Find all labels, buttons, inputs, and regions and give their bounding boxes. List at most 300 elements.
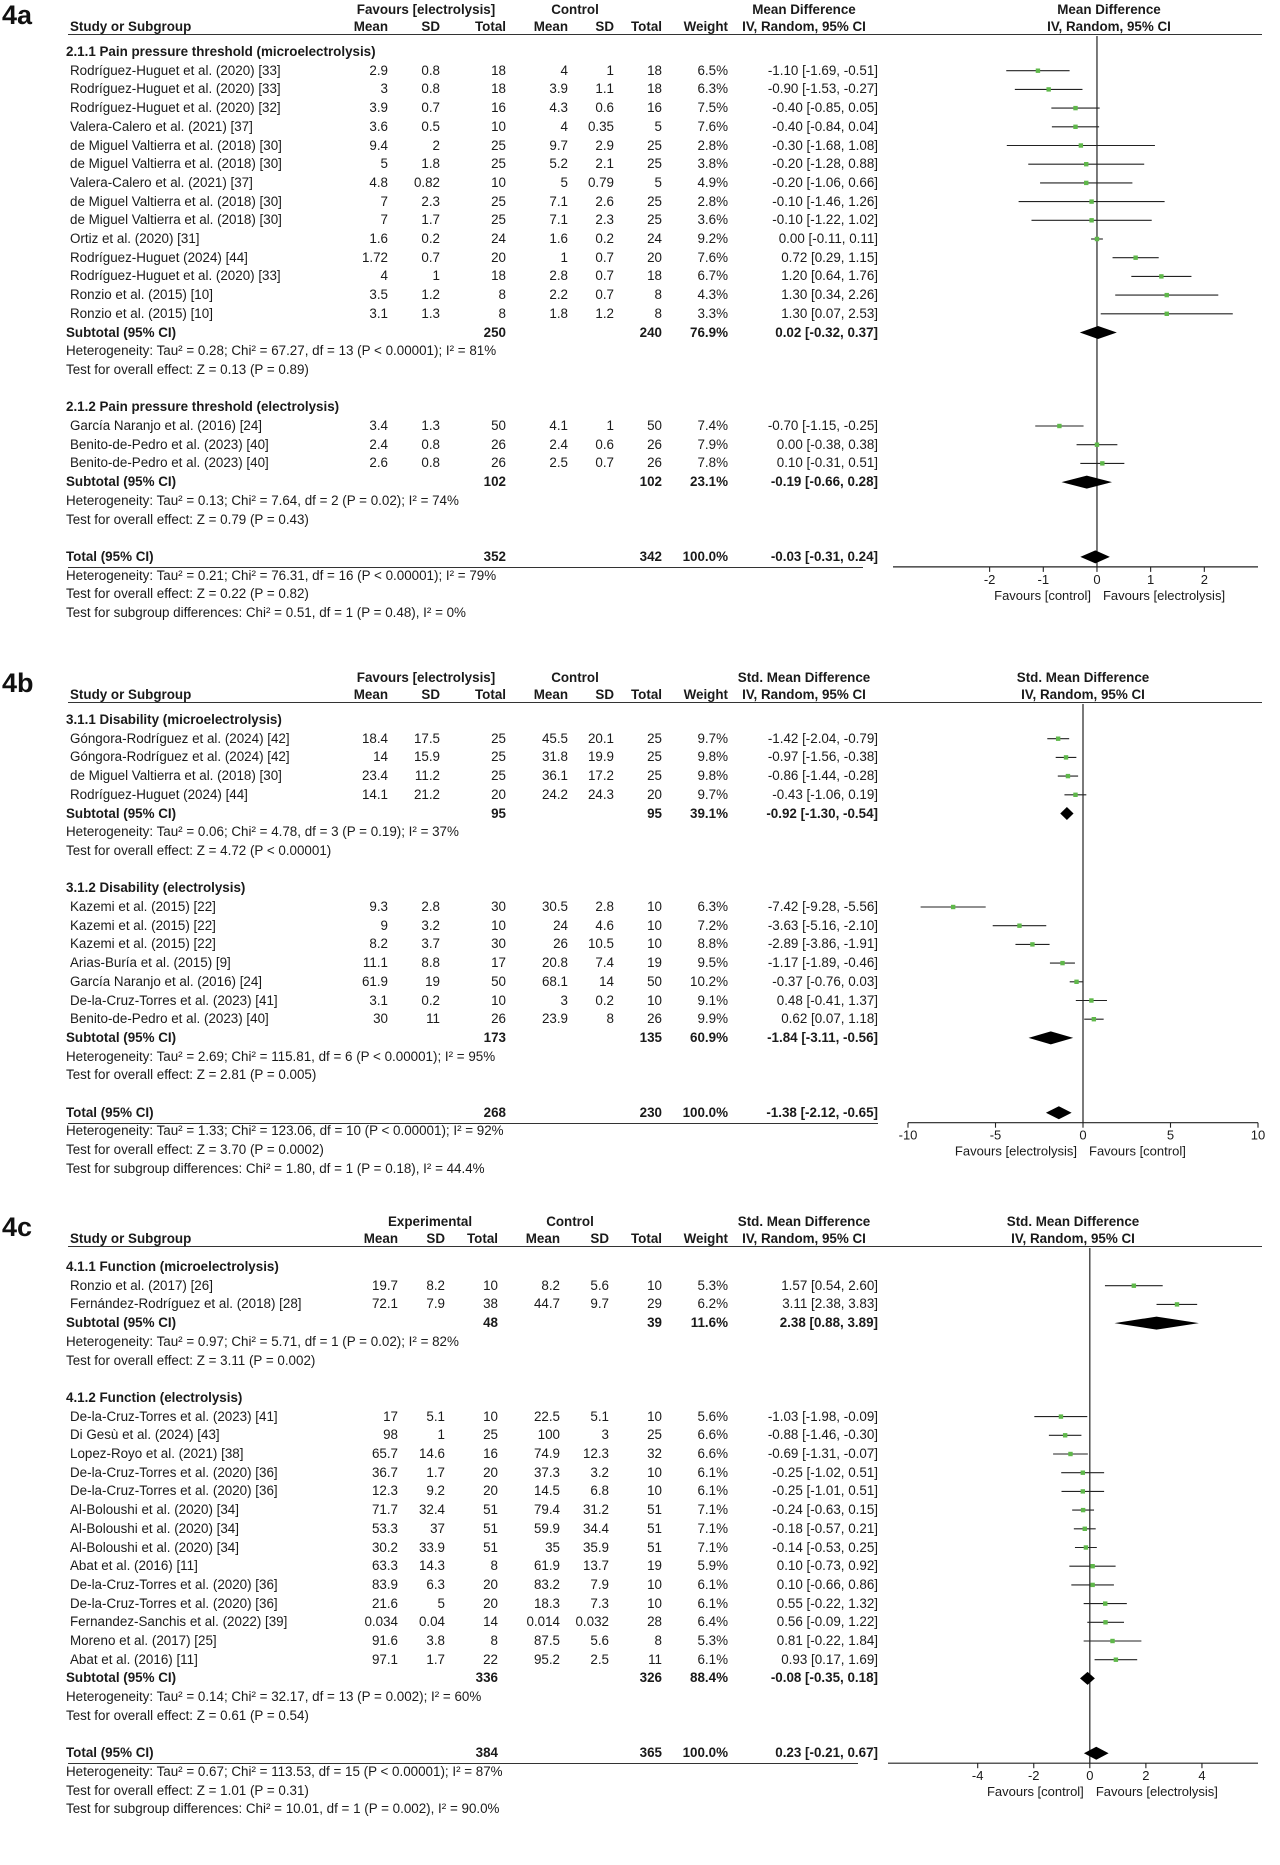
sd-header: SD <box>590 1230 609 1246</box>
ctrl-total: 342 <box>639 548 662 564</box>
subtotal-diamond <box>1080 326 1117 339</box>
weight: 7.9% <box>697 436 728 452</box>
x-axis-tick-label: 0 <box>1093 571 1101 587</box>
total-diamond <box>1046 1106 1072 1119</box>
weight: 3.3% <box>697 305 728 321</box>
point-estimate-marker <box>1084 181 1088 185</box>
exp-sd: 14.6 <box>418 1446 445 1461</box>
ctrl-sd: 7.9 <box>590 1576 609 1592</box>
exp-total: 26 <box>491 455 506 471</box>
exp-total: 25 <box>491 193 506 209</box>
table-bottom-rule <box>68 567 863 568</box>
study-name: Moreno et al. (2017) [25] <box>70 1633 217 1648</box>
point-estimate-marker <box>1089 199 1093 203</box>
weight: 7.1% <box>697 1539 728 1555</box>
statistics-note: Heterogeneity: Tau² = 0.97; Chi² = 5.71, df = 1 (P = 0.02); I² = 82% <box>66 1333 459 1349</box>
ctrl-sd: 12.3 <box>582 1446 609 1461</box>
exp-sd: 3.7 <box>421 936 440 952</box>
exp-mean: 18.4 <box>361 730 388 746</box>
point-estimate-marker <box>1132 1284 1136 1288</box>
exp-total: 25 <box>491 768 506 784</box>
ctrl-mean: 37.3 <box>533 1464 560 1480</box>
ctrl-mean: 1 <box>560 249 568 265</box>
ctrl-mean: 5.2 <box>549 156 568 172</box>
ctrl-sd: 3 <box>601 1427 609 1443</box>
weight: 6.1% <box>697 1595 728 1611</box>
ctrl-sd: 0.6 <box>595 100 614 116</box>
study-name: de Miguel Valtierra et al. (2018) [30] <box>70 137 282 153</box>
point-estimate-marker <box>1081 1489 1085 1493</box>
ctrl-mean: 9.7 <box>549 137 568 153</box>
point-estimate-marker <box>1066 774 1070 778</box>
point-estimate-marker <box>1073 106 1077 110</box>
study-name: Arias-Buría et al. (2015) [9] <box>70 955 231 971</box>
ctrl-mean: 61.9 <box>533 1558 560 1574</box>
ctrl-total: 10 <box>647 899 662 914</box>
effect-ci: 0.10 [-0.31, 0.51] <box>776 455 878 471</box>
statistics-note: Test for subgroup differences: Chi² = 10.01, df = 1 (P = 0.002), I² = 90.0% <box>66 1801 500 1817</box>
weight: 3.6% <box>697 212 728 228</box>
exp-sd: 11.2 <box>414 768 440 784</box>
exp-sd: 6.3 <box>426 1576 445 1592</box>
weight: 4.3% <box>697 287 728 303</box>
ctrl-mean: 74.9 <box>533 1446 560 1461</box>
ctrl-mean: 4.1 <box>549 418 568 433</box>
point-estimate-marker <box>1073 125 1077 129</box>
point-estimate-marker <box>1090 1564 1094 1568</box>
x-axis-tick-label: -2 <box>983 571 996 587</box>
total-header: Total <box>475 18 506 34</box>
ctrl-sd: 10.5 <box>587 936 614 952</box>
ctrl-sd: 0.7 <box>595 249 614 265</box>
exp-mean: 4.8 <box>369 174 388 190</box>
statistics-note: Heterogeneity: Tau² = 0.13; Chi² = 7.64, df = 2 (P = 0.02); I² = 74% <box>66 492 459 508</box>
axis-favours-right-label: Favours [control] <box>1089 1143 1186 1159</box>
subtotal-diamond <box>1060 807 1073 820</box>
ctrl-total: 8 <box>654 287 662 303</box>
sd-header: SD <box>595 686 614 702</box>
effect-ci: 0.02 [-0.32, 0.37] <box>775 324 878 340</box>
ctrl-total: 19 <box>647 955 662 971</box>
study-name: Al-Boloushi et al. (2020) [34] <box>70 1502 239 1518</box>
effect-ci: -0.69 [-1.31, -0.07] <box>767 1446 878 1461</box>
weight: 6.1% <box>697 1651 728 1667</box>
statistics-note: Heterogeneity: Tau² = 2.69; Chi² = 115.81, df = 6 (P < 0.00001); I² = 95% <box>66 1048 496 1064</box>
effect-ci: 0.48 [-0.41, 1.37] <box>776 992 878 1008</box>
exp-sd: 0.5 <box>421 118 440 134</box>
effect-ci: -1.42 [-2.04, -0.79] <box>767 730 878 746</box>
ctrl-total: 25 <box>647 1427 662 1443</box>
exp-total: 51 <box>483 1520 498 1536</box>
effect-ci: 0.00 [-0.11, 0.11] <box>778 231 878 246</box>
exp-sd: 1.7 <box>421 212 440 228</box>
forest-plot-4a <box>0 0 1280 662</box>
ctrl-total: 51 <box>647 1520 662 1536</box>
exp-mean: 30.2 <box>371 1539 398 1555</box>
study-name: de Miguel Valtierra et al. (2018) [30] <box>70 212 282 228</box>
exp-mean: 61.9 <box>361 973 388 989</box>
ctrl-mean: 2.4 <box>549 436 568 452</box>
weight: 39.1% <box>690 805 728 821</box>
exp-mean: 3.4 <box>369 418 388 433</box>
ctrl-mean: 95.2 <box>533 1651 560 1667</box>
weight-header: Weight <box>683 18 728 34</box>
effect-ci: -0.20 [-1.06, 0.66] <box>772 174 878 190</box>
weight: 7.6% <box>697 249 728 265</box>
point-estimate-marker <box>1165 293 1169 297</box>
ctrl-mean: 2.5 <box>549 455 568 471</box>
effect-ci: 0.10 [-0.66, 0.86] <box>776 1576 878 1592</box>
exp-sd: 1.7 <box>426 1464 445 1480</box>
exp-total: 20 <box>483 1576 498 1592</box>
point-estimate-marker <box>1084 1545 1088 1549</box>
weight: 60.9% <box>690 1029 728 1045</box>
mean-header: Mean <box>533 686 568 702</box>
exp-total: 95 <box>491 805 506 821</box>
ctrl-total: 10 <box>647 1576 662 1592</box>
total-header: Total <box>631 1230 662 1246</box>
study-name: Al-Boloushi et al. (2020) [34] <box>70 1520 239 1536</box>
ctrl-total: 26 <box>647 455 662 471</box>
exp-mean: 17 <box>383 1408 398 1424</box>
total-header: Total <box>631 18 662 34</box>
study-name: Fernández-Rodríguez et al. (2018) [28] <box>70 1296 302 1312</box>
ctrl-mean: 4 <box>560 118 568 134</box>
ctrl-sd: 19.9 <box>587 749 614 765</box>
subtotal-label: Subtotal (95% CI) <box>66 1670 177 1686</box>
point-estimate-marker <box>1060 961 1064 965</box>
subtotal-diamond <box>1080 1672 1095 1685</box>
effect-ci: -0.97 [-1.56, -0.38] <box>767 749 878 765</box>
weight: 6.3% <box>697 81 728 97</box>
exp-sd: 0.8 <box>421 81 440 97</box>
exp-sd: 9.2 <box>426 1483 445 1499</box>
study-name: Ortiz et al. (2020) [31] <box>70 231 200 246</box>
ctrl-mean: 3 <box>560 992 568 1008</box>
study-name: de Miguel Valtierra et al. (2018) [30] <box>70 193 282 209</box>
point-estimate-marker <box>1030 942 1034 946</box>
ctrl-mean: 14.5 <box>533 1483 560 1499</box>
exp-sd: 0.04 <box>418 1614 445 1630</box>
study-column-header: Study or Subgroup <box>70 686 192 702</box>
point-estimate-marker <box>1165 312 1169 316</box>
weight: 6.7% <box>697 268 728 284</box>
exp-total: 173 <box>483 1029 506 1045</box>
ctrl-mean: 22.5 <box>533 1408 560 1424</box>
ctrl-sd: 7.3 <box>590 1595 609 1611</box>
ctrl-sd: 1.2 <box>595 305 614 321</box>
exp-total: 30 <box>491 899 506 914</box>
ctrl-total: 326 <box>639 1670 662 1686</box>
exp-mean: 2.4 <box>369 436 388 452</box>
ctrl-mean: 23.9 <box>541 1011 568 1027</box>
exp-mean: 5 <box>380 156 388 172</box>
ctrl-total: 20 <box>647 786 662 802</box>
effect-ci: -0.40 [-0.84, 0.04] <box>772 118 878 134</box>
exp-sd: 1.3 <box>421 305 440 321</box>
ctrl-sd: 2.1 <box>595 156 614 172</box>
axis-favours-left-label: Favours [control] <box>994 587 1091 603</box>
ctrl-mean: 59.9 <box>533 1520 560 1536</box>
ctrl-sd: 14 <box>599 973 614 989</box>
sd-header: SD <box>426 1230 445 1246</box>
effect-ci: -0.25 [-1.01, 0.51] <box>772 1483 878 1499</box>
ctrl-mean: 87.5 <box>533 1633 560 1648</box>
exp-mean: 3.9 <box>369 100 388 116</box>
ctrl-total: 20 <box>647 249 662 265</box>
exp-mean: 30 <box>373 1011 388 1027</box>
ctrl-mean: 83.2 <box>533 1576 560 1592</box>
ctrl-total: 25 <box>647 193 662 209</box>
ctrl-total: 25 <box>647 156 662 172</box>
subgroup-title: 3.1.1 Disability (microelectrolysis) <box>66 712 282 727</box>
weight: 7.5% <box>697 100 728 116</box>
study-name: de Miguel Valtierra et al. (2018) [30] <box>70 156 282 172</box>
weight: 6.2% <box>697 1296 728 1312</box>
ctrl-sd: 5.6 <box>590 1633 609 1648</box>
effect-ci: -0.03 [-0.31, 0.24] <box>770 548 878 564</box>
exp-total: 336 <box>475 1670 498 1686</box>
exp-mean: 9.4 <box>369 137 388 153</box>
weight: 88.4% <box>690 1670 728 1686</box>
study-name: Benito-de-Pedro et al. (2023) [40] <box>70 436 269 452</box>
forest-plot-4c <box>0 1212 1280 1865</box>
ctrl-mean: 100 <box>537 1427 560 1443</box>
point-estimate-marker <box>1068 1452 1072 1456</box>
ctrl-sd: 0.7 <box>595 287 614 303</box>
ctrl-mean: 4 <box>560 62 568 78</box>
ctrl-mean: 26 <box>553 936 568 952</box>
weight: 2.8% <box>697 137 728 153</box>
study-name: de Miguel Valtierra et al. (2018) [30] <box>70 768 282 784</box>
ctrl-total: 25 <box>647 730 662 746</box>
effect-ci: 1.30 [0.34, 2.26] <box>781 287 878 303</box>
ctrl-mean: 18.3 <box>533 1595 560 1611</box>
weight: 9.2% <box>697 231 728 246</box>
effect-ci: 1.20 [0.64, 1.76] <box>781 268 878 284</box>
x-axis-tick-label: 0 <box>1079 1127 1087 1143</box>
exp-sd: 5.1 <box>426 1408 445 1424</box>
ctrl-total: 135 <box>639 1029 662 1045</box>
ctrl-sd: 5.1 <box>590 1408 609 1424</box>
ctrl-mean: 8.2 <box>541 1277 560 1293</box>
x-axis-tick-label: -4 <box>971 1768 984 1784</box>
exp-total: 26 <box>491 436 506 452</box>
exp-mean: 14.1 <box>361 786 388 802</box>
point-estimate-marker <box>1073 793 1077 797</box>
point-estimate-marker <box>1079 143 1083 147</box>
weight-header: Weight <box>683 1230 728 1246</box>
x-axis-tick-label: -5 <box>989 1127 1002 1143</box>
weight: 7.6% <box>697 118 728 134</box>
ctrl-total: 25 <box>647 749 662 765</box>
weight: 5.9% <box>697 1558 728 1574</box>
group-header-experimental: Favours [electrolysis] <box>356 670 496 685</box>
exp-mean: 36.7 <box>371 1464 398 1480</box>
exp-total: 18 <box>491 62 506 78</box>
ctrl-mean: 24.2 <box>541 786 568 802</box>
method-header: IV, Random, 95% CI <box>742 18 866 34</box>
weight: 100.0% <box>682 1745 728 1761</box>
exp-mean: 71.7 <box>371 1502 398 1518</box>
exp-mean: 3 <box>380 81 388 97</box>
study-name: Kazemi et al. (2015) [22] <box>70 936 216 952</box>
study-name: De-la-Cruz-Torres et al. (2023) [41] <box>70 992 278 1008</box>
point-estimate-marker <box>951 905 955 909</box>
total-diamond <box>1084 1747 1109 1760</box>
effect-ci: -3.63 [-5.16, -2.10] <box>767 917 878 933</box>
point-estimate-marker <box>1046 87 1050 91</box>
point-estimate-marker <box>1081 1471 1085 1475</box>
axis-favours-right-label: Favours [electrolysis] <box>1102 587 1226 603</box>
effect-ci: -1.17 [-1.89, -0.46] <box>767 955 878 971</box>
plot-method-header: IV, Random, 95% CI <box>1021 686 1145 702</box>
weight: 7.8% <box>697 455 728 471</box>
ctrl-mean: 36.1 <box>541 768 568 784</box>
weight: 8.8% <box>697 936 728 952</box>
exp-total: 102 <box>483 474 506 490</box>
ctrl-sd: 0.2 <box>595 231 614 246</box>
effect-ci: -0.10 [-1.22, 1.02] <box>772 212 878 228</box>
x-axis-tick-label: 2 <box>1200 571 1208 587</box>
ctrl-total: 10 <box>647 1408 662 1424</box>
ctrl-total: 102 <box>639 474 662 490</box>
exp-total: 51 <box>483 1502 498 1518</box>
effect-ci: -0.25 [-1.02, 0.51] <box>772 1464 878 1480</box>
weight: 7.1% <box>697 1520 728 1536</box>
exp-total: 16 <box>491 100 506 116</box>
sd-header: SD <box>421 18 440 34</box>
ctrl-mean: 79.4 <box>533 1502 560 1518</box>
exp-mean: 4 <box>380 268 388 284</box>
ctrl-mean: 35 <box>545 1539 560 1555</box>
exp-sd: 1.2 <box>421 287 440 303</box>
exp-sd: 1.7 <box>426 1651 445 1667</box>
exp-mean: 2.9 <box>369 62 388 78</box>
study-name: Rodríguez-Huguet (2024) [44] <box>70 249 248 265</box>
exp-mean: 9.3 <box>369 899 388 914</box>
axis-favours-right-label: Favours [electrolysis] <box>1095 1784 1218 1800</box>
exp-mean: 97.1 <box>371 1651 398 1667</box>
study-name: Kazemi et al. (2015) [22] <box>70 899 216 914</box>
subtotal-label: Subtotal (95% CI) <box>66 1315 177 1331</box>
study-name: De-la-Cruz-Torres et al. (2020) [36] <box>70 1464 278 1480</box>
weight: 9.8% <box>697 768 728 784</box>
exp-sd: 2.3 <box>421 193 440 209</box>
ctrl-sd: 7.4 <box>595 955 614 971</box>
weight: 7.1% <box>697 1502 728 1518</box>
point-estimate-marker <box>1090 1583 1094 1587</box>
effect-ci: -2.89 [-3.86, -1.91] <box>767 936 878 952</box>
mean-header: Mean <box>525 1230 560 1246</box>
point-estimate-marker <box>1175 1302 1179 1306</box>
study-name: Ronzio et al. (2015) [10] <box>70 287 213 303</box>
ctrl-total: 25 <box>647 768 662 784</box>
study-name: García Naranjo et al. (2016) [24] <box>70 418 263 433</box>
ctrl-total: 10 <box>647 936 662 952</box>
point-estimate-marker <box>1074 980 1078 984</box>
weight: 9.9% <box>697 1011 728 1027</box>
mean-header: Mean <box>353 686 388 702</box>
effect-ci: 0.62 [0.07, 1.18] <box>781 1011 878 1027</box>
effect-ci: 0.56 [-0.09, 1.22] <box>776 1614 878 1630</box>
subgroup-title: 2.1.1 Pain pressure threshold (microelectrolysis) <box>66 44 376 59</box>
axis-favours-left-label: Favours [control] <box>986 1784 1084 1800</box>
group-header-control: Control <box>546 1214 594 1229</box>
effect-ci: -1.03 [-1.98, -0.09] <box>767 1408 878 1424</box>
ctrl-mean: 1.8 <box>549 305 568 321</box>
study-name: Rodríguez-Huguet et al. (2020) [33] <box>70 268 281 284</box>
ctrl-mean: 44.7 <box>533 1296 560 1312</box>
axis-favours-left-label: Favours [electrolysis] <box>954 1143 1077 1159</box>
study-name: Lopez-Royo et al. (2021) [38] <box>70 1446 244 1461</box>
exp-sd: 15.9 <box>413 749 440 765</box>
weight-header: Weight <box>683 686 728 702</box>
effect-ci: 0.23 [-0.21, 0.67] <box>775 1745 878 1761</box>
point-estimate-marker <box>1095 443 1099 447</box>
weight: 6.3% <box>697 899 728 914</box>
ctrl-mean: 4.3 <box>549 100 568 116</box>
subtotal-label: Subtotal (95% CI) <box>66 1029 177 1045</box>
ctrl-total: 11 <box>648 1651 662 1667</box>
study-name: Kazemi et al. (2015) [22] <box>70 917 216 933</box>
statistics-note: Test for subgroup differences: Chi² = 0.51, df = 1 (P = 0.48), I² = 0% <box>66 605 466 620</box>
exp-mean: 65.7 <box>371 1446 398 1461</box>
subtotal-label: Subtotal (95% CI) <box>66 324 177 340</box>
subgroup-title: 4.1.2 Function (electrolysis) <box>66 1389 243 1405</box>
method-header: IV, Random, 95% CI <box>742 686 866 702</box>
point-estimate-marker <box>1092 1017 1096 1021</box>
effect-ci: 2.38 [0.88, 3.89] <box>779 1315 878 1331</box>
exp-total: 25 <box>491 730 506 746</box>
ctrl-mean: 68.1 <box>541 973 568 989</box>
exp-total: 25 <box>491 156 506 172</box>
plot-method-header: IV, Random, 95% CI <box>1011 1230 1135 1246</box>
total-header: Total <box>631 686 662 702</box>
study-name: Rodríguez-Huguet et al. (2020) [32] <box>70 100 281 116</box>
ctrl-sd: 1 <box>606 418 614 433</box>
ctrl-sd: 31.2 <box>582 1502 609 1518</box>
ctrl-total: 32 <box>647 1446 662 1461</box>
group-header-control: Control <box>551 670 599 685</box>
exp-total: 25 <box>483 1427 498 1443</box>
effect-ci: -0.43 [-1.06, 0.19] <box>772 786 878 802</box>
study-name: Rodríguez-Huguet et al. (2020) [33] <box>70 81 281 97</box>
plot-method-header: IV, Random, 95% CI <box>1047 18 1171 34</box>
exp-mean: 23.4 <box>361 768 388 784</box>
ctrl-sd: 2.9 <box>595 137 614 153</box>
exp-mean: 3.6 <box>369 118 388 134</box>
exp-sd: 0.7 <box>421 100 440 116</box>
ctrl-total: 51 <box>647 1539 662 1555</box>
weight: 5.3% <box>697 1633 728 1648</box>
exp-total: 10 <box>491 174 506 190</box>
weight: 76.9% <box>690 324 728 340</box>
ctrl-sd: 0.6 <box>595 436 614 452</box>
exp-mean: 3.1 <box>369 305 388 321</box>
mean-header: Mean <box>363 1230 398 1246</box>
statistics-note: Test for overall effect: Z = 1.01 (P = 0.31) <box>66 1782 309 1798</box>
exp-sd: 1.3 <box>421 418 440 433</box>
effect-ci: 1.30 [0.07, 2.53] <box>781 305 878 321</box>
effect-ci: -0.20 [-1.28, 0.88] <box>772 156 878 172</box>
group-header-control: Control <box>551 2 599 17</box>
ctrl-total: 28 <box>647 1614 662 1630</box>
mean-header: Mean <box>533 18 568 34</box>
effect-ci: 0.93 [0.17, 1.69] <box>781 1651 878 1667</box>
statistics-note: Test for overall effect: Z = 4.72 (P < 0.00001) <box>66 842 332 858</box>
exp-sd: 37 <box>430 1520 445 1536</box>
